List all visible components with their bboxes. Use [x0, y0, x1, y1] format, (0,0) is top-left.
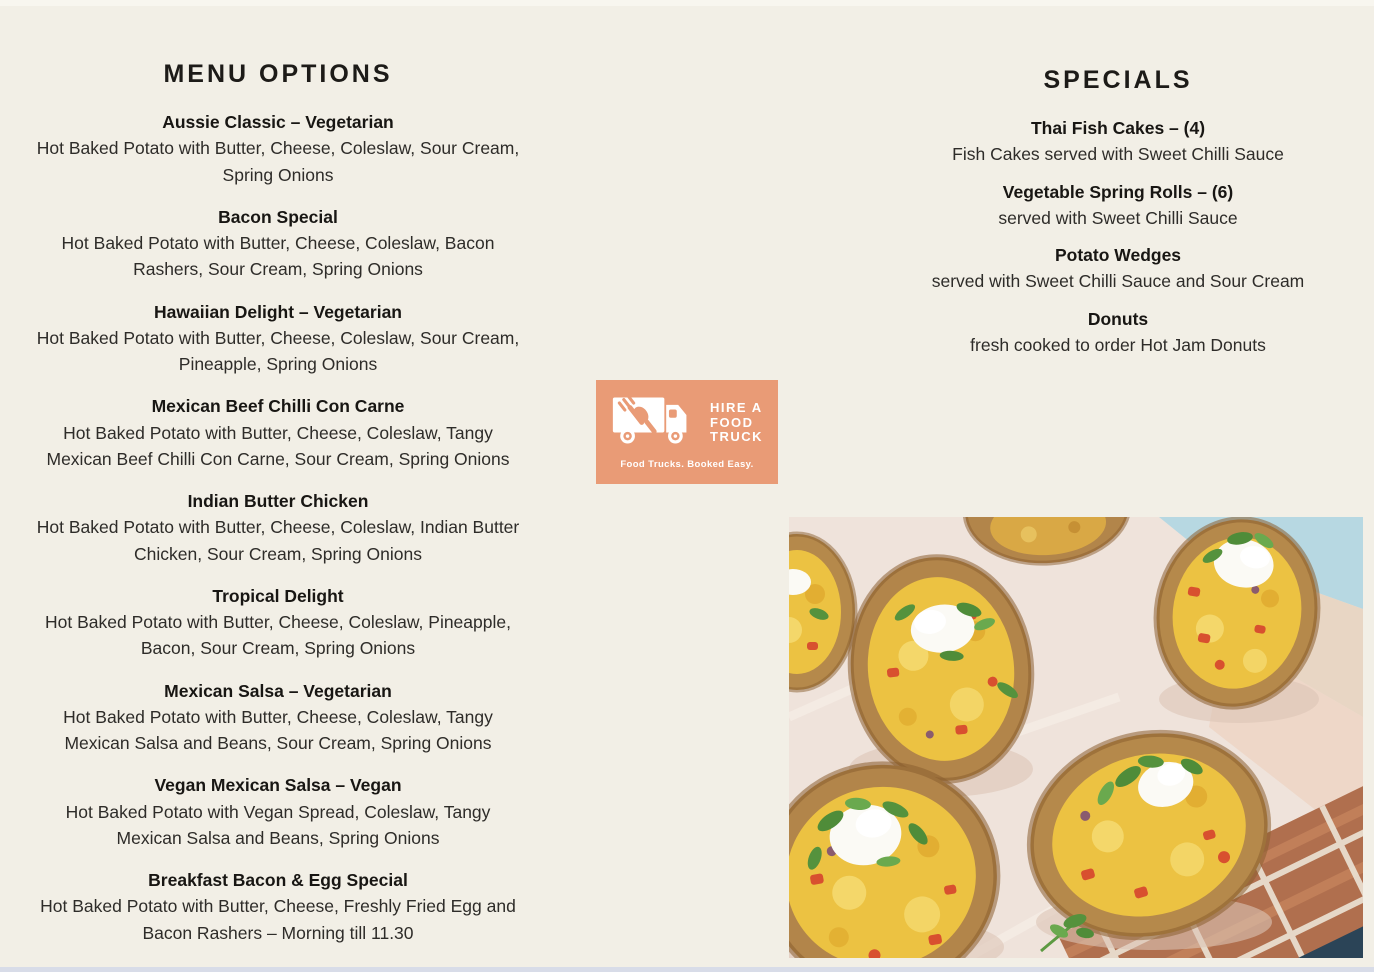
- menu-item: [36, 583, 520, 662]
- special-item: [880, 179, 1356, 232]
- menu-item-description: Hot Baked Potato with Butter, Cheese, Coleslaw, Bacon Rashers, Sour Cream, Spring Onions: [61, 233, 495, 280]
- menu-item-description: Hot Baked Potato with Butter, Cheese, Coleslaw, Pineapple, Bacon, Sour Cream, Spring Onions: [45, 612, 511, 659]
- special-item: [880, 242, 1356, 295]
- menu-item-name: Indian Butter Chicken: [187, 491, 369, 511]
- menu-item-name: Tropical Delight: [212, 585, 344, 606]
- menu-item: [36, 299, 520, 378]
- special-item: [880, 306, 1356, 359]
- specials-section: [880, 66, 1356, 369]
- special-item-name: Donuts: [1087, 308, 1149, 329]
- menu-options-title: MENU OPTIONS: [163, 60, 393, 88]
- special-item-name: Thai Fish Cakes – (4): [1030, 118, 1206, 138]
- food-truck-icon: [611, 392, 703, 454]
- menu-item-name: Mexican Beef Chilli Con Carne: [151, 396, 405, 417]
- menu-item-name: Vegan Mexican Salsa – Vegan: [154, 775, 402, 796]
- menu-options-section: [36, 60, 520, 962]
- menu-item: [36, 867, 520, 946]
- logo-wordmark: [710, 401, 763, 446]
- page-top-edge: [0, 0, 1374, 6]
- logo-row: [611, 392, 763, 454]
- menu-item: [36, 109, 520, 188]
- menu-item-description: Hot Baked Potato with Butter, Cheese, Coleslaw, Sour Cream, Spring Onions: [36, 138, 520, 185]
- menu-item-name: Aussie Classic – Vegetarian: [162, 112, 394, 132]
- menu-item: [36, 393, 520, 472]
- special-item-description: served with Sweet Chilli Sauce and Sour Cream: [931, 271, 1305, 292]
- special-item-description: Fish Cakes served with Sweet Chilli Sauce: [952, 144, 1284, 165]
- menu-item-name: Mexican Salsa – Vegetarian: [164, 680, 392, 701]
- menu-item-description: Hot Baked Potato with Butter, Cheese, Coleslaw, Sour Cream, Pineapple, Spring Onions: [36, 327, 520, 374]
- menu-item-description: Hot Baked Potato with Butter, Cheese, Coleslaw, Tangy Mexican Beef Chilli Con Carne, Sour Cream, Spring Onions: [46, 422, 510, 469]
- logo-word-line: HIRE A: [710, 399, 763, 415]
- hire-a-food-truck-logo: [596, 380, 778, 484]
- specials-title: SPECIALS: [1043, 66, 1193, 94]
- menu-item-description: Hot Baked Potato with Butter, Cheese, Freshly Fried Egg and Bacon Rashers – Morning till 11.30: [40, 896, 516, 943]
- logo-tagline: Food Trucks. Booked Easy.: [620, 459, 754, 470]
- special-item-name: Vegetable Spring Rolls – (6): [1002, 181, 1234, 202]
- menu-item-name: Hawaiian Delight – Vegetarian: [154, 301, 402, 322]
- special-item-name: Potato Wedges: [1054, 245, 1182, 265]
- menu-item-description: Hot Baked Potato with Butter, Cheese, Coleslaw, Tangy Mexican Salsa and Beans, Sour Cream, Spring Onions: [63, 706, 493, 753]
- menu-item-name: Bacon Special: [218, 206, 338, 227]
- special-item: [880, 115, 1356, 168]
- loaded-baked-potato-skins-photo: [789, 517, 1363, 958]
- special-item-description: fresh cooked to order Hot Jam Donuts: [970, 334, 1266, 355]
- menu-item: [36, 488, 520, 567]
- menu-item-name: Breakfast Bacon & Egg Special: [148, 870, 408, 890]
- menu-item-description: Hot Baked Potato with Vegan Spread, Coleslaw, Tangy Mexican Salsa and Beans, Spring Onions: [65, 801, 491, 848]
- logo-word-line: FOOD: [710, 414, 754, 430]
- menu-item: [36, 678, 520, 757]
- logo-word-line: TRUCK: [710, 429, 763, 445]
- menu-item: [36, 772, 520, 851]
- menu-item: [36, 204, 520, 283]
- menu-item-description: Hot Baked Potato with Butter, Cheese, Coleslaw, Indian Butter Chicken, Sour Cream, Spring Onions: [36, 517, 520, 564]
- special-item-description: served with Sweet Chilli Sauce: [998, 207, 1238, 228]
- page-bottom-edge: [0, 967, 1374, 972]
